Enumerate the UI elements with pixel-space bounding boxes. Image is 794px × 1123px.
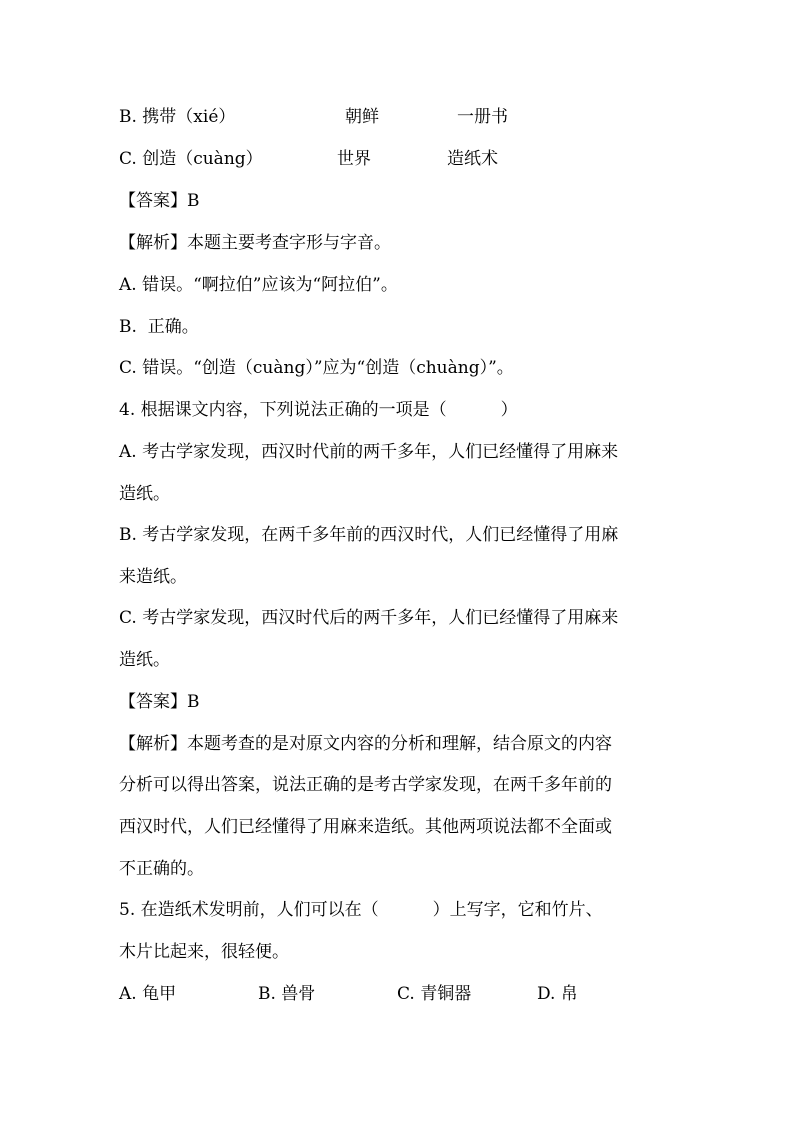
q4-option-a-line1: A. 考古学家发现，西汉时代前的两千多年，人们已经懂得了用麻来: [119, 442, 619, 462]
q4-option-c-line2: 造纸。: [119, 650, 170, 670]
q4-answer: 【答案】B: [119, 692, 200, 712]
q3-option-c-word2: 世界: [337, 149, 371, 169]
q3-option-c-label: C. 创造（cuàng）: [119, 149, 263, 169]
q5-stem-line2: 木片比起来，很轻便。: [119, 942, 289, 962]
q4-analysis-line2: 分析可以得出答案，说法正确的是考古学家发现，在两千多年前的: [119, 775, 612, 795]
q4-option-a-line2: 造纸。: [119, 484, 170, 504]
q4-analysis-line4: 不正确的。: [119, 859, 204, 879]
q4-option-b-line1: B. 考古学家发现，在两千多年前的西汉时代，人们已经懂得了用麻: [119, 525, 619, 545]
q3-analysis-a: A. 错误。“啊拉伯”应该为“阿拉伯”。: [119, 275, 398, 295]
q4-option-c-line1: C. 考古学家发现，西汉时代后的两千多年，人们已经懂得了用麻来: [119, 608, 619, 628]
q5-option-c: C. 青铜器: [397, 984, 472, 1004]
q5-option-d: D. 帛: [537, 984, 578, 1004]
q3-analysis-b: B. 正确。: [119, 317, 199, 337]
q3-analysis-c: C. 错误。“创造（cuàng）”应为“创造（chuàng）”。: [119, 358, 514, 378]
q4-analysis-line1: 【解析】本题考查的是对原文内容的分析和理解，结合原文的内容: [119, 734, 612, 754]
q3-option-b-word2: 朝鲜: [345, 107, 379, 127]
q3-analysis-intro: 【解析】本题主要考查字形与字音。: [119, 233, 391, 253]
q4-option-b-line2: 来造纸。: [119, 567, 187, 587]
q3-option-c-word3: 造纸术: [447, 149, 498, 169]
q5-stem-line1: 5. 在造纸术发明前，人们可以在（ ）上写字，它和竹片、: [119, 900, 603, 920]
q5-option-a: A. 龟甲: [119, 984, 177, 1004]
q3-option-b-label: B. 携带（xié）: [119, 107, 236, 127]
q4-stem: 4. 根据课文内容，下列说法正确的一项是（ ）: [119, 400, 518, 420]
q3-answer: 【答案】B: [119, 191, 200, 211]
q4-analysis-line3: 西汉时代，人们已经懂得了用麻来造纸。其他两项说法都不全面或: [119, 817, 612, 837]
q3-option-b-word3: 一册书: [457, 107, 508, 127]
q5-option-b: B. 兽骨: [258, 984, 316, 1004]
